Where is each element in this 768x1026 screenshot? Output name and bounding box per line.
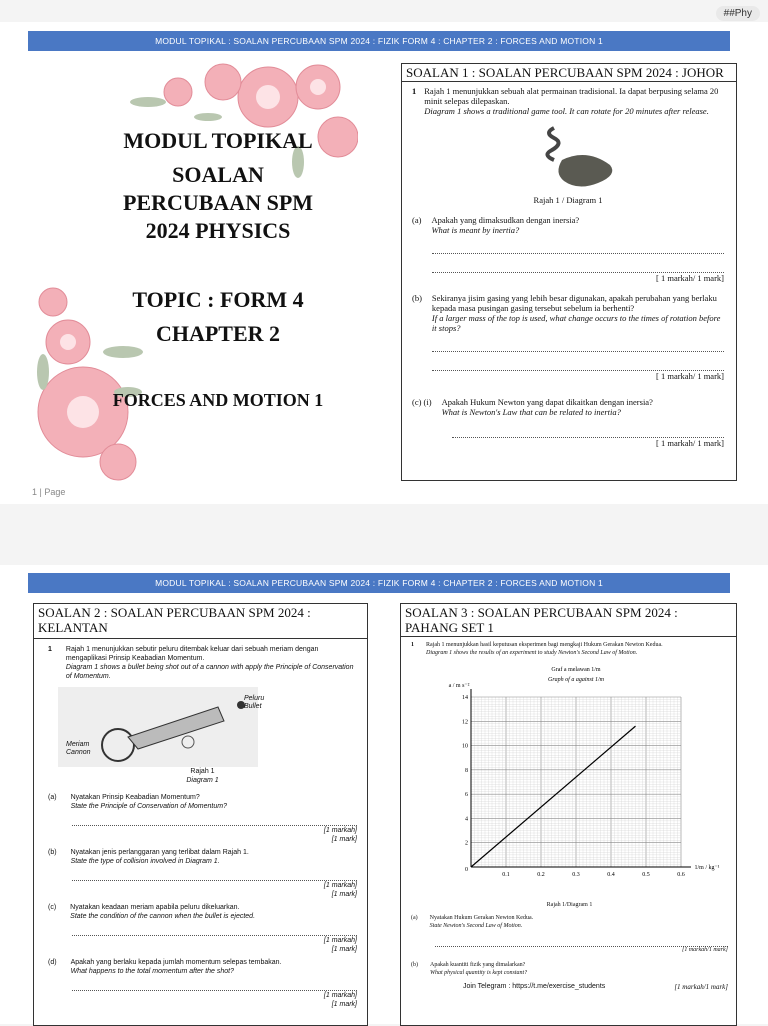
q3-a-en: State Newton's Second Law of Motion. [429,923,523,929]
q2-c-en: State the condition of the cannon when the bullet is ejected. [70,913,256,920]
q3-caption: Rajah 1/Diagram 1 [546,902,593,908]
q2-c-ms: Nyatakan keadaan meriam apabila peluru dikeluarkan. [70,904,240,911]
q3-part-a [411,914,728,930]
q1-b-en: If a larger mass of the top is used, what change occurs to the times of rotation before it stops? [431,313,721,333]
cover-topic-line1: TOPIC : FORM 4 [132,287,304,312]
q1-c-label: (c) (i) [412,397,432,407]
q1-part-c [412,397,724,417]
question-3-title: SOALAN 3 : SOALAN PERCUBAAN SPM 2024 : PAHANG SET 1 [401,604,736,637]
cover-title-line1: MODUL TOPIKAL [123,128,313,153]
q2-part-d [48,958,357,976]
q2-a-en: State the Principle of Conservation of Momentum? [70,803,227,810]
q2-b-mark [48,881,357,899]
q2-intro [48,645,357,681]
y-tick-label: 14 [462,695,468,701]
label-bullet-en: Bullet [244,703,262,710]
q3-a-mark: [1 markah/1 mark] [682,947,728,953]
telegram-link[interactable]: Join Telegram : https://t.me/exercise_students [463,983,606,990]
q2-part-b [48,848,357,866]
q1-c-en: What is Newton's Law that can be related to inertia? [441,407,621,417]
y-tick-label: 12 [462,719,468,726]
q2-a-mark [48,826,357,844]
y-tick-label: 2 [465,840,468,847]
page-2 [0,565,768,1024]
q1-intro [412,86,724,116]
y-tick-label: 8 [465,767,468,774]
answer-line[interactable] [72,980,357,991]
cannon-image [48,687,348,767]
label-cannon-en: Cannon [66,749,91,756]
q2-d-label: (d) [48,959,57,966]
q2-a-ms: Nyatakan Prinsip Keabadian Momentum? [70,794,200,801]
x-tick-label: 0.6 [677,872,685,878]
cannon-diagram [48,687,357,767]
question-2-box [33,603,368,1026]
y-axis-label: a / m s⁻² [448,683,470,689]
question-2-title: SOALAN 2 : SOALAN PERCUBAAN SPM 2024 : KELANTAN [38,605,311,635]
q1-a-mark: [ 1 markah/ 1 mark] [656,273,724,283]
q1-intro-en: Diagram 1 shows a traditional game tool. It can rotate for 20 minutes after release. [424,106,709,116]
q1-part-a [412,215,724,235]
cover-topic-line3: FORCES AND MOTION 1 [112,390,324,410]
x-tick-label: 0.3 [572,872,580,878]
graph-a-against-inverse-mass [411,657,726,902]
q3-intro-en: Diagram 1 shows the results of an experiment to study Newton's Second Law of Motion. [426,650,638,656]
label-cannon-ms: Meriam [66,741,90,748]
q2-b-ms: Nyatakan jenis perlanggaran yang terlibat dalam Rajah 1. [70,849,249,856]
mark-ms: [1 markah] [323,937,357,944]
mark-ms: [1 markah] [323,882,357,889]
q1-a-en: What is meant by inertia? [431,225,520,235]
q3-intro-ms: Rajah 1 menunjukkan hasil keputusan eksperimen bagi mengkaji Hukum Gerakan Newton Kedua. [426,642,663,648]
spinning-top-image [412,120,722,195]
mark-ms: [1 markah] [323,827,357,834]
q2-intro-en: Diagram 1 shows a bullet being shot out of a cannon with apply the Principle of Conservation of Momentum. [65,664,354,680]
q3-part-b [411,961,728,977]
q3-intro [411,641,728,657]
q1-intro-ms: Rajah 1 menunjukkan sebuah alat permainan tradisional. Ia dapat berpusing selama 20 minit selepas dilepaskan. [424,86,719,106]
question-3-box [400,603,737,1026]
label-bullet [244,695,264,711]
q3-b-en: What physical quantity is kept constant? [430,970,528,976]
label-bullet-ms: Peluru [244,695,265,702]
mark-en: [1 mark] [331,891,357,898]
cover-topic-line2: CHAPTER 2 [155,321,281,346]
question-1-box [401,63,737,481]
q3-a-ms: Nyatakan Hukum Gerakan Newton Kedua. [429,915,534,921]
q2-b-label: (b) [48,849,57,856]
q1-caption: Rajah 1 / Diagram 1 [533,195,603,205]
q3-b-label: (b) [411,962,418,968]
q1-c-mark: [ 1 markah/ 1 mark] [656,438,724,448]
q1-part-b [412,293,724,333]
q1-a-label: (a) [412,215,422,225]
q2-part-c [48,903,357,921]
answer-line[interactable] [432,262,724,273]
answer-line[interactable] [432,360,724,371]
q2-d-ms: Apakah yang berlaku kepada jumlah momentum selepas tembakan. [70,959,282,966]
mark-en: [1 mark] [331,836,357,843]
q1-number: 1 [412,86,417,96]
q3-footer [411,983,728,991]
answer-line[interactable] [432,243,724,254]
cover-title-line4: 2024 PHYSICS [145,218,291,243]
q3-b-mark: [1 markah/1 mark] [674,983,728,991]
mark-ms: [1 markah] [323,992,357,999]
x-tick-label: 0.4 [607,872,615,878]
answer-line[interactable] [452,427,724,438]
q2-number: 1 [48,646,52,653]
x-tick-label: 0.5 [642,872,650,878]
chart-title: Graf a melawan 1/m [551,667,601,673]
cover-title-line3: PERCUBAAN SPM [122,190,314,215]
q2-c-label: (c) [48,904,57,911]
q2-caption [48,767,357,785]
q2-a-label: (a) [48,794,57,801]
answer-line[interactable] [72,925,357,936]
corner-tag: ##Phy [716,6,760,21]
answer-line[interactable] [72,815,357,826]
q3-b-ms: Apakah kuantiti fizik yang dimalarkan? [430,962,526,968]
x-axis-label: 1/m / kg⁻¹ [694,865,720,871]
answer-line[interactable] [432,341,724,352]
q2-c-mark [48,936,357,954]
q1-b-mark: [ 1 markah/ 1 mark] [656,371,724,381]
answer-line[interactable] [435,936,728,947]
question-1-title: SOALAN 1 : SOALAN PERCUBAAN SPM 2024 : JOHOR [402,64,736,82]
answer-line[interactable] [72,870,357,881]
y-tick-label: 10 [462,743,468,750]
y-tick-label: 6 [465,792,468,799]
q3-a-label: (a) [411,915,418,921]
page-banner: MODUL TOPIKAL : SOALAN PERCUBAAN SPM 2024 : FIZIK FORM 4 : CHAPTER 2 : FORCES AND MOTION 1 [28,573,730,593]
q2-intro-ms: Rajah 1 menunjukkan sebutir peluru ditembak keluar dari sebuah meriam dengan mengaplikasi Prinsip Keabadian Momentum. [65,646,319,662]
cover-title-line2: SOALAN [172,162,264,187]
page-footer: 1 | Page [32,487,66,497]
q1-c-ms: Apakah Hukum Newton yang dapat dikaitkan dengan inersia? [441,397,653,407]
origin-label: 0 [465,867,468,873]
mark-en: [1 mark] [331,1001,357,1008]
page-1 [0,22,768,504]
q2-caption-en: Diagram 1 [186,777,219,784]
label-cannon [66,741,91,757]
cover-section [28,62,390,502]
q2-d-en: What happens to the total momentum after the shot? [70,968,234,975]
q2-caption-ms: Rajah 1 [190,768,215,775]
page-banner: MODUL TOPIKAL : SOALAN PERCUBAAN SPM 2024 : FIZIK FORM 4 : CHAPTER 2 : FORCES AND MOTION 1 [28,31,730,51]
chart-subtitle: Graph of a against 1/m [547,677,605,683]
q1-a-ms: Apakah yang dimaksudkan dengan inersia? [431,215,580,225]
q1-b-ms: Sekiranya jisim gasing yang lebih besar digunakan, apakah perubahan yang berlaku kepada masa pusingan gasing tersebut sebelum ia berhenti? [431,293,717,313]
q2-b-en: State the type of collision involved in Diagram 1. [70,858,220,865]
x-tick-label: 0.1 [502,872,510,878]
q2-d-mark [48,991,357,1009]
mark-en: [1 mark] [331,946,357,953]
x-tick-label: 0.2 [537,872,545,878]
q2-part-a [48,793,357,811]
y-tick-label: 4 [465,816,468,823]
q3-number: 1 [411,642,414,648]
q1-b-label: (b) [412,293,422,303]
